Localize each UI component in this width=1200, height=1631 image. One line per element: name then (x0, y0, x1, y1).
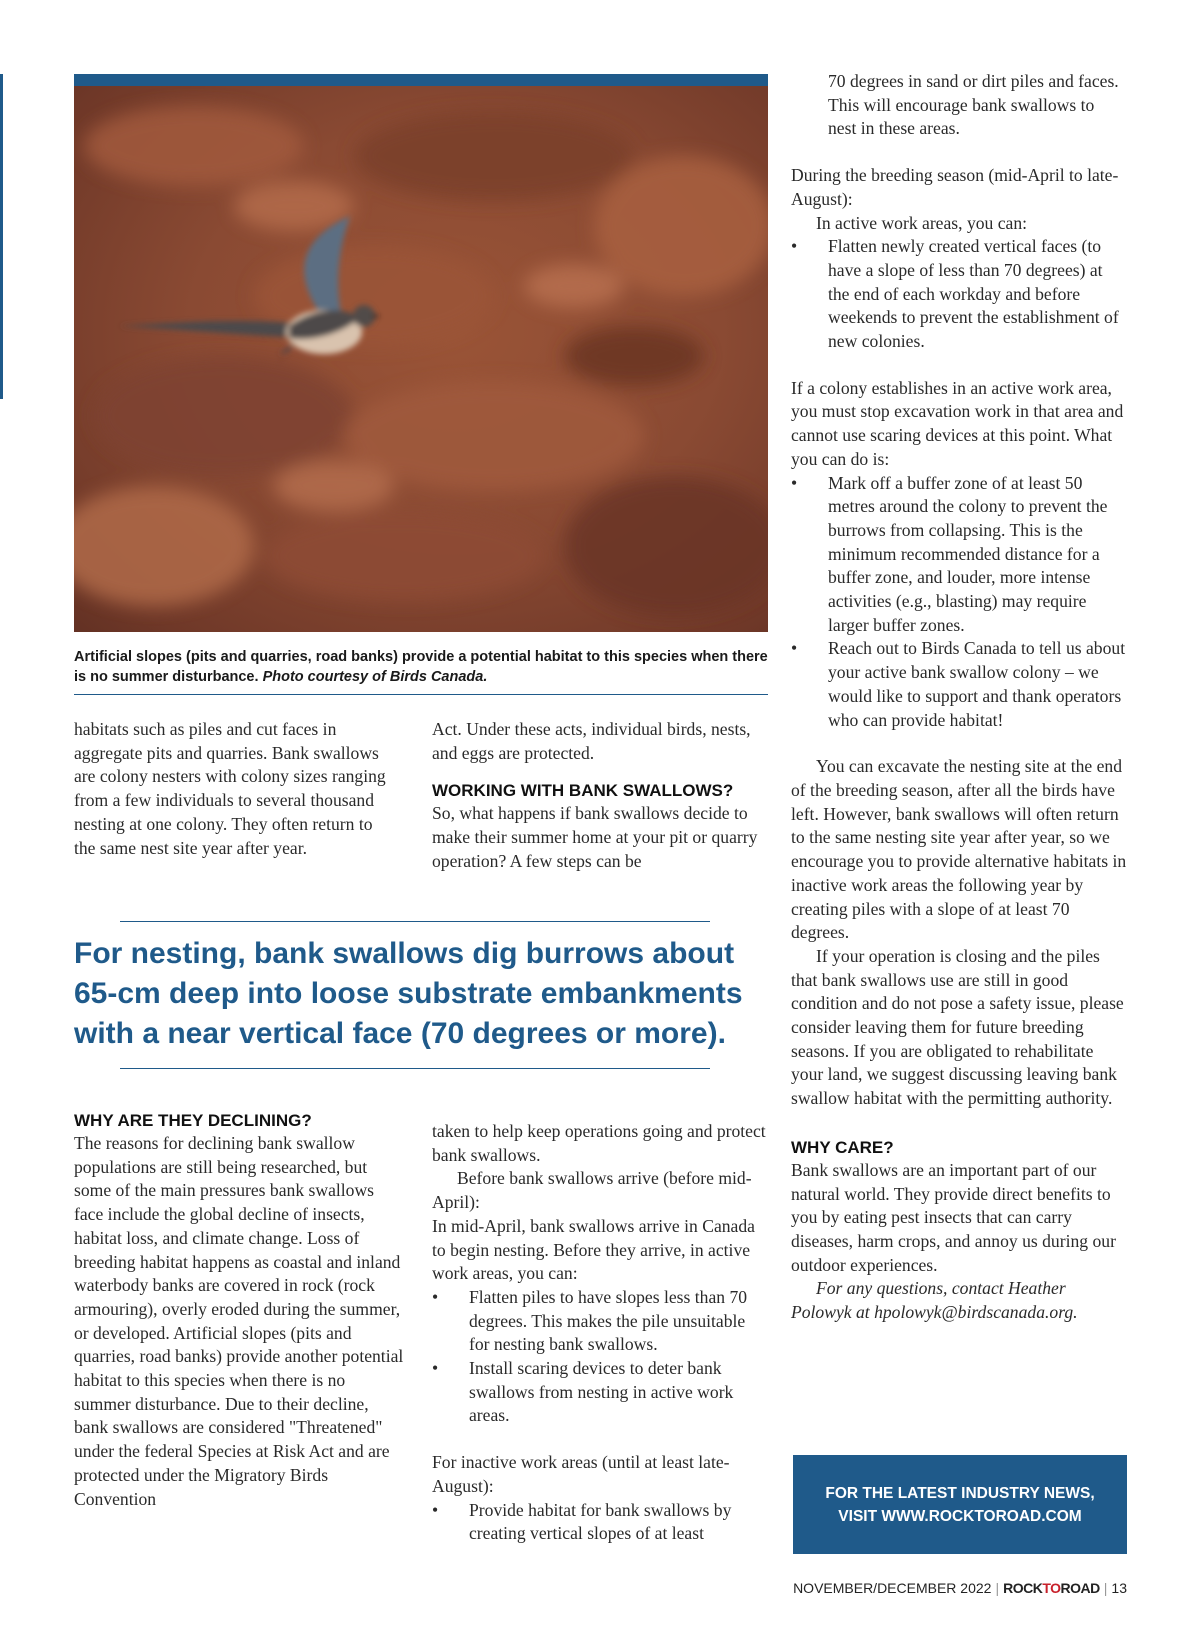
footer-separator: | (1103, 1580, 1108, 1596)
contact-paragraph (791, 1277, 1127, 1324)
pull-quote: For nesting, bank swallows dig burrows about 65-cm deep into loose substrate embankments with a near vertical face (70 degrees or more). (74, 937, 743, 1050)
body-paragraph: So, what happens if bank swallows decide to make their summer home at your pit or quarry operation? A few steps can be (432, 803, 758, 871)
page-footer (793, 1580, 1127, 1596)
logo-part-road: ROAD (1060, 1580, 1100, 1596)
column-1-top (74, 718, 394, 860)
footer-separator: | (995, 1580, 1000, 1596)
body-paragraph: In mid-April, bank swallows arrive in Canada to begin nesting. Before they arrive, in active work areas, you can: (432, 1215, 755, 1284)
list-item-text: Flatten newly created vertical faces (to have a slope of less than 70 degrees) at the end of each workday and before weekends to prevent the establishment of new colonies. (828, 236, 1119, 352)
list-item (432, 1499, 766, 1546)
pull-quote-bottom-rule (120, 1068, 710, 1069)
caption-rule (74, 694, 768, 695)
caption-text: Artificial slopes (pits and quarries, road banks) provide a potential habitat to this species when there is no summer disturbance. (74, 649, 768, 685)
bullet-icon: • (432, 1358, 439, 1379)
bullet-icon: • (432, 1286, 439, 1307)
photo-caption (74, 647, 768, 687)
issue-date: NOVEMBER/DECEMBER 2022 (793, 1580, 992, 1596)
body-paragraph: During the breeding season (mid-April to late-August): (791, 165, 1119, 209)
body-paragraph: Before bank swallows arrive (before mid-April): (432, 1168, 752, 1213)
body-paragraph: In active work areas, you can: (816, 212, 1028, 233)
column-2-bottom (432, 1120, 766, 1546)
logo-part-to: TO (1042, 1580, 1061, 1596)
list-item-text: Mark off a buffer zone of at least 50 metres around the colony to prevent the burrows from collapsing. This is the minimum recommended distance for a buffer zone, and louder, more intense activities (e.g., blasting) may require larger buffer zones. (828, 472, 1108, 635)
bank-swallow-photo (74, 86, 768, 632)
body-paragraph: taken to help keep operations going and protect bank swallows. (432, 1121, 766, 1165)
website-promo-box[interactable] (793, 1455, 1127, 1554)
list-item (791, 637, 1127, 732)
body-paragraph: Bank swallows are an important part of our natural world. They provide direct benefits to you by eating pest insects that can carry diseases, harm crops, and annoy us during our outdoor experiences. (791, 1159, 1116, 1275)
pull-quote-top-rule (120, 921, 710, 922)
list-item (432, 1357, 766, 1428)
list-item-text: Flatten piles to have slopes less than 70 degrees. This makes the pile unsuitable for nesting bank swallows. (469, 1286, 748, 1355)
caption-credit: Photo courtesy of Birds Canada. (262, 669, 488, 685)
body-paragraph: For inactive work areas (until at least late-August): (432, 1452, 730, 1496)
list-item (791, 235, 1127, 354)
feature-photo (74, 74, 768, 632)
list-item-text: Install scaring devices to deter bank swallows from nesting in active work areas. (469, 1358, 734, 1426)
logo-part-rock: ROCK (1003, 1580, 1043, 1596)
column-3 (791, 70, 1127, 1325)
edge-accent-bar (0, 74, 3, 399)
list-item-text: Reach out to Birds Canada to tell us about your active bank swallow colony – we would like to support and thank operators who can provide habitat! (828, 638, 1126, 730)
promo-line-1: FOR THE LATEST INDUSTRY NEWS, (825, 1484, 1095, 1502)
photo-top-rule (74, 74, 768, 86)
bullet-icon: • (791, 638, 798, 659)
body-paragraph: Act. Under these acts, individual birds, nests, and eggs are protected. (432, 719, 751, 763)
bullet-icon: • (791, 472, 798, 493)
list-item (791, 472, 1127, 638)
body-paragraph: If a colony establishes in an active work area, you must stop excavation work in that area and cannot use scaring devices at this point. What you can do is: (791, 377, 1124, 469)
body-paragraph: You can excavate the nesting site at the end of the breeding season, after all the birds have left. However, bank swallows will often return to the same nesting site year after year, so we encourage you to provide alternative habitats in inactive work areas the following year by creating piles with a slope of at least 70 degrees. (791, 756, 1127, 943)
bullet-icon: • (432, 1499, 439, 1520)
body-paragraph: If your operation is closing and the piles that bank swallows use are still in good condition and do not pose a safety issue, please consider leaving them for future breeding seasons. If you are obligated to rehabilitate your land, we suggest discussing leaving bank swallow habitat with the permitting authority. (791, 945, 1124, 1109)
promo-line-2: VISIT WWW.ROCKTOROAD.COM (838, 1507, 1082, 1525)
section-heading-declining: WHY ARE THEY DECLINING? (74, 1111, 312, 1130)
list-item-continuation: 70 degrees in sand or dirt piles and faces. This will encourage bank swallows to nest in these areas. (828, 71, 1119, 139)
column-1-bottom (74, 1110, 404, 1511)
magazine-logo (1003, 1580, 1100, 1596)
body-paragraph: The reasons for declining bank swallow populations are still being researched, but some of the main pressures bank swallows face include the global decline of insects, habitat loss, and climate change. Loss of breeding habitat happens as coastal and inland waterbody banks are covered in rock (rock armouring), overly eroded during the summer, or developed. Artificial slopes (pits and quarries, road banks) provide another potential habitat to this species when there is no summer disturbance. Due to their decline, bank swallows are considered "Threatened" under the federal Species at Risk Act and are protected under the Migratory Birds Convention (74, 1133, 404, 1509)
page-number: 13 (1111, 1580, 1127, 1596)
column-2-top (432, 718, 766, 874)
bullet-icon: • (791, 236, 798, 257)
body-paragraph: habitats such as piles and cut faces in aggregate pits and quarries. Bank swallows are colony nesters with colony sizes ranging from a few individuals to several thousand nesting at one colony. They often return to the same nest site year after year. (74, 719, 386, 858)
contact-text: For any questions, contact Heather Polowyk at hpolowyk@birdscanada.org. (791, 1278, 1078, 1323)
section-heading-why-care: WHY CARE? (791, 1137, 894, 1157)
list-item (432, 1286, 766, 1357)
section-heading-working: WORKING WITH BANK SWALLOWS? (432, 781, 734, 801)
list-item-text: Provide habitat for bank swallows by creating vertical slopes of at least (469, 1499, 732, 1544)
